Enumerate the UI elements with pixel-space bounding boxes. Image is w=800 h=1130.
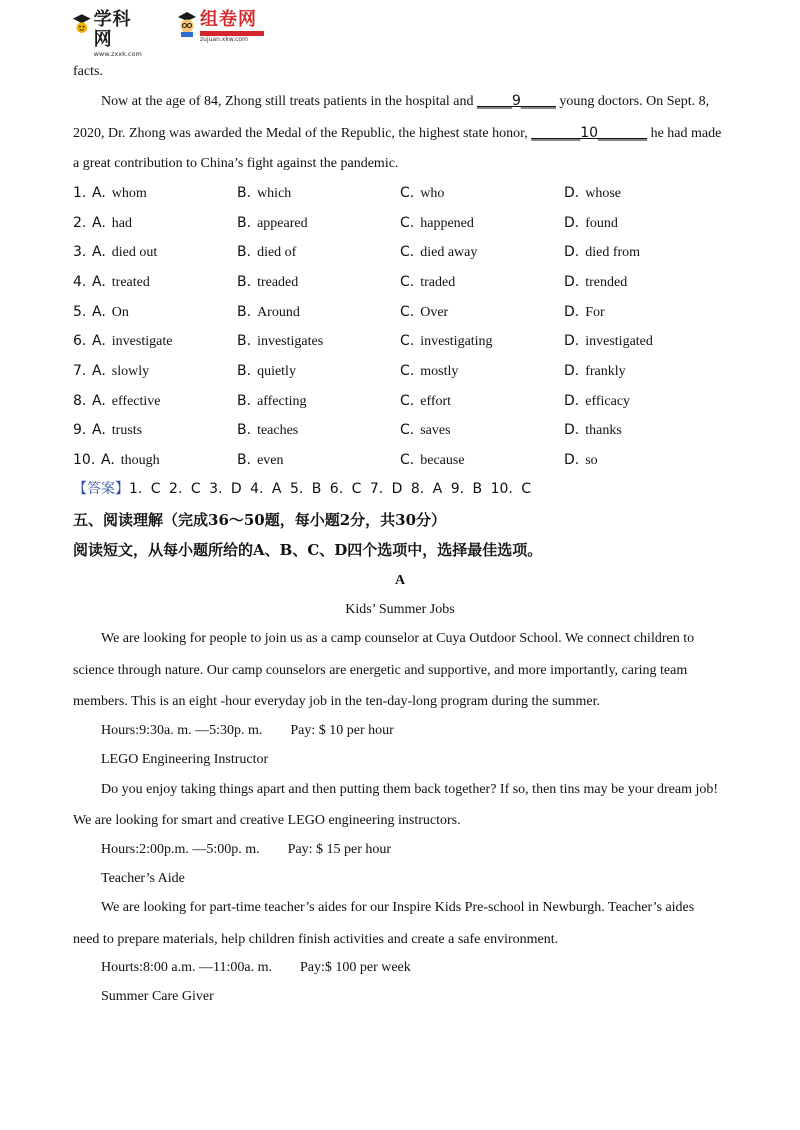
- option-d: D. died from: [564, 244, 641, 260]
- option-b: B. investigates: [237, 333, 324, 349]
- paragraph-line: We are looking for part-time teacher’s aides for our Inspire Kids Pre-school in Newburgh. Teacher’s aides: [101, 900, 695, 915]
- passage-text: Now at the age of 84, Zhong still treats patients in the hospital and: [101, 94, 477, 109]
- option-c: C. who: [400, 185, 445, 201]
- option-a: A. treated: [92, 274, 150, 290]
- zxxk-url: www.zxxk.com: [93, 50, 142, 58]
- option-c: C. mostly: [400, 363, 459, 379]
- question-row: [73, 273, 733, 291]
- option-a: A. investigate: [92, 333, 173, 349]
- option-d: D. investigated: [564, 333, 653, 349]
- mortarboard-icon: [72, 10, 92, 38]
- question-row: [73, 332, 733, 350]
- option-b: B. teaches: [237, 422, 299, 438]
- zujuan-logo[interactable]: [176, 10, 264, 43]
- option-d: D. efficacy: [564, 393, 631, 409]
- option-a: A. effective: [92, 393, 161, 409]
- option-b: B. affecting: [237, 393, 307, 409]
- option-b: B. even: [237, 452, 284, 468]
- paragraph-line: science through nature. Our camp counselors are energetic and supportive, and more importantly, caring team: [73, 663, 688, 678]
- question-number: 4.: [73, 274, 87, 290]
- question-row: [73, 243, 733, 261]
- question-row: [73, 421, 733, 439]
- option-d: D. For: [564, 304, 605, 320]
- option-a: A. had: [92, 215, 132, 231]
- option-c: C. effort: [400, 393, 452, 409]
- zujuan-url: zujuan.xkw.com: [200, 36, 248, 43]
- option-a: A. trusts: [92, 422, 143, 438]
- hours-pay-line: Hourts:8:00 a.m. —11:00a. m. Pay:$ 100 per week: [101, 960, 411, 975]
- passage-text: 2020, Dr. Zhong was awarded the Medal of the Republic, the highest state honor,: [73, 126, 532, 141]
- option-d: D. trended: [564, 274, 628, 290]
- job-title: Teacher’s Aide: [101, 871, 185, 886]
- question-number: 9.: [73, 422, 87, 438]
- passage-text: young doctors. On Sept. 8,: [555, 94, 710, 109]
- paragraph-line: need to prepare materials, help children finish activities and create a safe environment.: [73, 932, 559, 947]
- hours-pay-line: Hours:2:00p.m. —5:00p. m. Pay: $ 15 per hour: [101, 842, 392, 857]
- option-d: D. found: [564, 215, 618, 231]
- passage-title: Kids’ Summer Jobs: [345, 602, 455, 617]
- passage-paragraph-line-3: a great contribution to China’s fight against the pandemic.: [73, 156, 399, 171]
- question-row: [73, 451, 733, 469]
- passage-paragraph-line-2: [73, 124, 721, 143]
- option-b: B. Around: [237, 304, 300, 320]
- passage-line-facts: facts.: [73, 64, 103, 79]
- answer-tag: 【答案】: [73, 481, 129, 497]
- question-number: 3.: [73, 244, 87, 260]
- answer-key: [73, 480, 531, 499]
- option-b: B. which: [237, 185, 292, 201]
- option-d: D. frankly: [564, 363, 626, 379]
- option-c: C. traded: [400, 274, 456, 290]
- question-number: 7.: [73, 363, 87, 379]
- zujuan-brand: 组卷网: [200, 9, 257, 30]
- question-number: 1.: [73, 185, 87, 201]
- option-c: C. died away: [400, 244, 478, 260]
- paragraph-line: We are looking for smart and creative LEGO engineering instructors.: [73, 813, 461, 828]
- option-c: C. Over: [400, 304, 449, 320]
- section-title: 五、阅读理解（完成36～50题，每小题2分，共30分）: [73, 511, 447, 529]
- section-instruction: 阅读短文，从每小题所给的A、B、C、D四个选项中，选择最佳选项。: [73, 541, 543, 559]
- passage-paragraph-line-1: [101, 92, 709, 111]
- passage-text: he had made: [647, 126, 722, 141]
- option-b: B. died of: [237, 244, 297, 260]
- option-d: D. so: [564, 452, 598, 468]
- blank-10: _______10_______: [531, 125, 648, 141]
- answer-values: 1. C 2. C 3. D 4. A 5. B 6. C 7. D 8. A 9. B 10. C: [129, 481, 532, 497]
- option-d: D. whose: [564, 185, 622, 201]
- question-row: [73, 392, 733, 410]
- option-a: A. slowly: [92, 363, 150, 379]
- option-a: A. died out: [92, 244, 158, 260]
- question-number: 5.: [73, 304, 87, 320]
- hours-pay-line: Hours:9:30a. m. —5:30p. m. Pay: $ 10 per hour: [101, 723, 394, 738]
- option-c: C. happened: [400, 215, 474, 231]
- option-b: B. appeared: [237, 215, 308, 231]
- cartoon-student-icon: [176, 10, 198, 38]
- option-a: A. though: [101, 452, 160, 468]
- option-a: A. On: [92, 304, 129, 320]
- paragraph-line: We are looking for people to join us as a camp counselor at Cuya Outdoor School. We connect children to: [101, 631, 695, 646]
- zxxk-logo[interactable]: [72, 10, 144, 58]
- option-b: B. treaded: [237, 274, 299, 290]
- question-row: [73, 214, 733, 232]
- option-c: C. investigating: [400, 333, 493, 349]
- question-row: [73, 303, 733, 321]
- option-b: B. quietly: [237, 363, 296, 379]
- job-title: Summer Care Giver: [101, 989, 214, 1004]
- paragraph-line: Do you enjoy taking things apart and then putting them back together? If so, then tins may be your dream job!: [101, 782, 719, 797]
- question-number: 10.: [73, 452, 96, 468]
- option-c: C. saves: [400, 422, 451, 438]
- question-number: 6.: [73, 333, 87, 349]
- question-number: 2.: [73, 215, 87, 231]
- option-d: D. thanks: [564, 422, 622, 438]
- question-number: 8.: [73, 393, 87, 409]
- paragraph-line: members. This is an eight -hour everyday job in the ten-day-long program during the summer.: [73, 694, 600, 709]
- blank-9: _____9_____: [476, 93, 556, 109]
- question-row: [73, 184, 733, 202]
- option-c: C. because: [400, 452, 465, 468]
- job-title: LEGO Engineering Instructor: [101, 752, 269, 767]
- question-row: [73, 362, 733, 380]
- option-a: A. whom: [92, 185, 147, 201]
- zxxk-brand: 学科网: [93, 9, 132, 50]
- passage-label: A: [394, 573, 406, 588]
